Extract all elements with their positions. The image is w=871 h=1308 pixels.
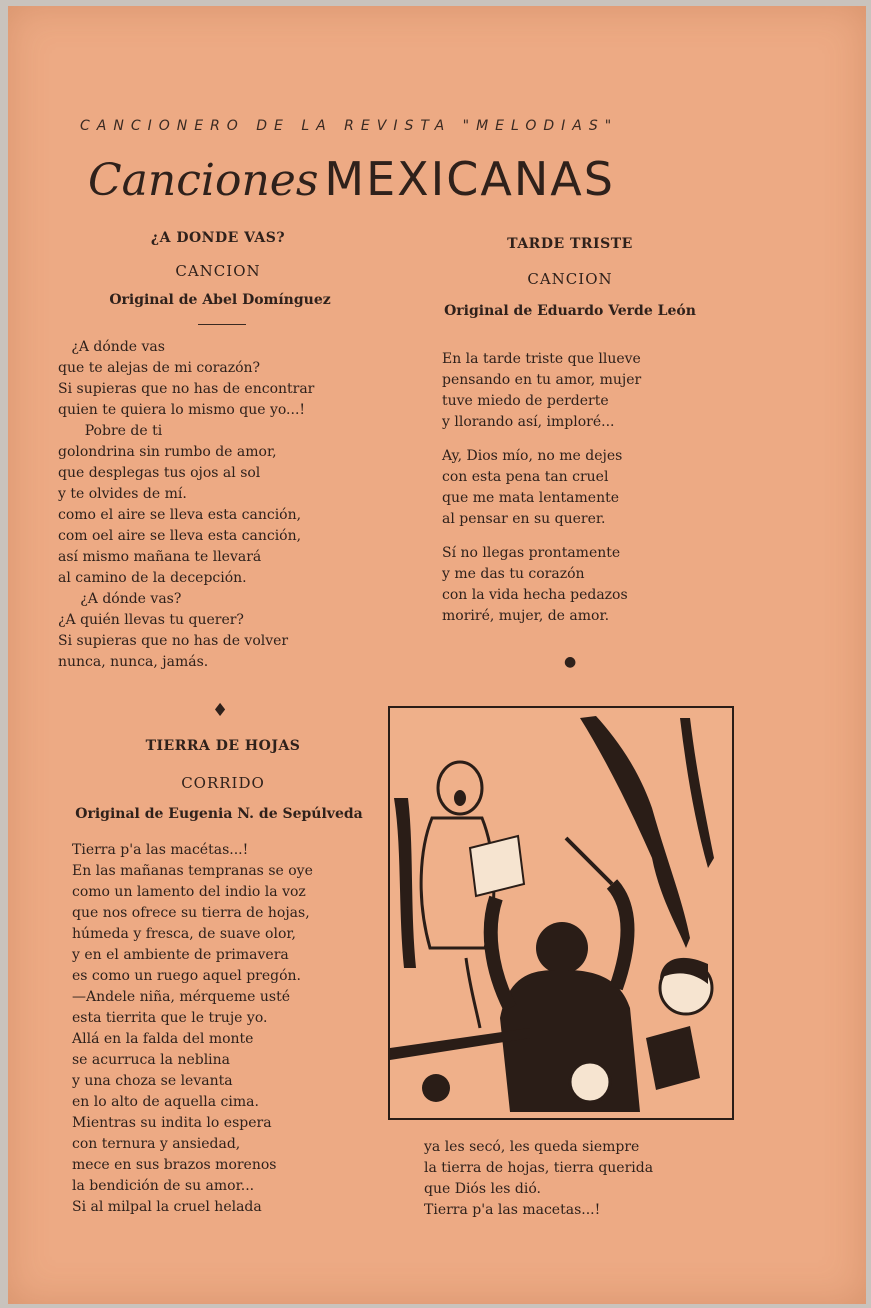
masthead-title: [88, 152, 615, 206]
song2-credit: Original de Eduardo Verde León: [444, 303, 696, 319]
lyric-line: Allá en la falda del monte: [72, 1031, 254, 1047]
lyric-line: Mientras su indita lo espera: [72, 1115, 272, 1131]
lyric-line: húmeda y fresca, de suave olor,: [72, 926, 296, 942]
lyric-line: ¿A quién llevas tu querer?: [58, 612, 244, 628]
lyric-line: mece en sus brazos morenos: [72, 1157, 277, 1173]
lyric-line: tuve miedo de perderte: [442, 393, 609, 409]
lyric-line: En las mañanas tempranas se oye: [72, 863, 313, 879]
masthead-script: Canciones: [88, 155, 319, 206]
lyric-line: que nos ofrece su tierra de hojas,: [72, 905, 310, 921]
lyric-line: y te olvides de mí.: [58, 486, 187, 502]
lyric-line: nunca, nunca, jamás.: [58, 654, 209, 670]
lyric-line: esta tierrita que le truje yo.: [72, 1010, 268, 1026]
lyric-line: Ay, Dios mío, no me dejes: [442, 448, 623, 464]
lyric-line: quien te quiera lo mismo que yo...!: [58, 402, 306, 418]
song3-credit: Original de Eugenia N. de Sepúlveda: [75, 806, 363, 822]
lyric-line: al camino de la decepción.: [58, 570, 247, 586]
lyric-line: y llorando así, imploré...: [442, 414, 615, 430]
dot-ornament: ●: [564, 654, 577, 670]
song2-genre: CANCION: [527, 270, 613, 288]
lyric-line: que me mata lentamente: [442, 490, 620, 506]
lyric-line: la bendición de su amor...: [72, 1178, 255, 1194]
song1-genre: CANCION: [175, 262, 261, 280]
lyric-line: com oel aire se lleva esta canción,: [58, 528, 302, 544]
lyric-line: Tierra p'a las macetas...!: [424, 1202, 601, 1218]
song1-rule: [198, 324, 246, 325]
lyric-line: Sí no llegas prontamente: [442, 545, 621, 561]
song3-lyrics: [72, 840, 313, 1218]
song1-lyrics: [58, 337, 314, 673]
song3-continuation: [424, 1137, 653, 1221]
lyric-line: que desplegas tus ojos al sol: [58, 465, 261, 481]
lyric-line: con la vida hecha pedazos: [442, 587, 628, 603]
stanza: [442, 446, 641, 530]
lyric-line: la tierra de hojas, tierra querida: [424, 1160, 654, 1176]
lyric-line: y en el ambiente de primavera: [72, 947, 289, 963]
diamond-ornament: ♦: [212, 700, 229, 721]
lyric-line: Pobre de ti: [58, 423, 163, 439]
song3-title: TIERRA DE HOJAS: [145, 738, 301, 754]
lyric-line: como un lamento del indio la voz: [72, 884, 306, 900]
lyric-line: Tierra p'a las macétas...!: [72, 842, 249, 858]
illustration-drawing: [390, 708, 732, 1118]
lyric-line: como el aire se lleva esta canción,: [58, 507, 302, 523]
lyric-line: es como un ruego aquel pregón.: [72, 968, 301, 984]
lyric-line: con esta pena tan cruel: [442, 469, 609, 485]
lyric-line: moriré, mujer, de amor.: [442, 608, 610, 624]
lyric-line: así mismo mañana te llevará: [58, 549, 262, 565]
lyric-line: Si supieras que no has de encontrar: [58, 381, 315, 397]
lyric-line: con ternura y ansiedad,: [72, 1136, 241, 1152]
lyric-line: golondrina sin rumbo de amor,: [58, 444, 277, 460]
song2-lyrics: [442, 349, 641, 627]
lyric-line: que Diós les dió.: [424, 1181, 541, 1197]
lyric-line: —Andele niña, mérqueme usté: [72, 989, 290, 1005]
song3-genre: CORRIDO: [181, 774, 265, 792]
song1-credit: Original de Abel Domínguez: [109, 292, 331, 308]
lyric-line: ¿A dónde vas?: [58, 591, 182, 607]
stanza: [442, 543, 641, 627]
masthead-caps: MEXICANAS: [324, 152, 615, 206]
lyric-line: en lo alto de aquella cima.: [72, 1094, 259, 1110]
song2-title: TARDE TRISTE: [507, 236, 633, 252]
lyric-line: ¿A dónde vas: [58, 339, 165, 355]
lyric-line: ya les secó, les queda siempre: [424, 1139, 640, 1155]
lyric-line: y me das tu corazón: [442, 566, 585, 582]
lyric-line: Si supieras que no has de volver: [58, 633, 289, 649]
lyric-line: En la tarde triste que llueve: [442, 351, 641, 367]
lyric-line: al pensar en su querer.: [442, 511, 606, 527]
lyric-line: Si al milpal la cruel helada: [72, 1199, 262, 1215]
lyric-line: que te alejas de mi corazón?: [58, 360, 261, 376]
song1-title: ¿A DONDE VAS?: [150, 230, 286, 246]
page-header: CANCIONERO DE LA REVISTA "MELODIAS": [80, 118, 619, 134]
illustration-choir-conductor: [388, 706, 734, 1120]
stanza: [442, 349, 641, 433]
lyric-line: pensando en tu amor, mujer: [442, 372, 642, 388]
lyric-line: y una choza se levanta: [72, 1073, 233, 1089]
lyric-line: se acurruca la neblina: [72, 1052, 231, 1068]
